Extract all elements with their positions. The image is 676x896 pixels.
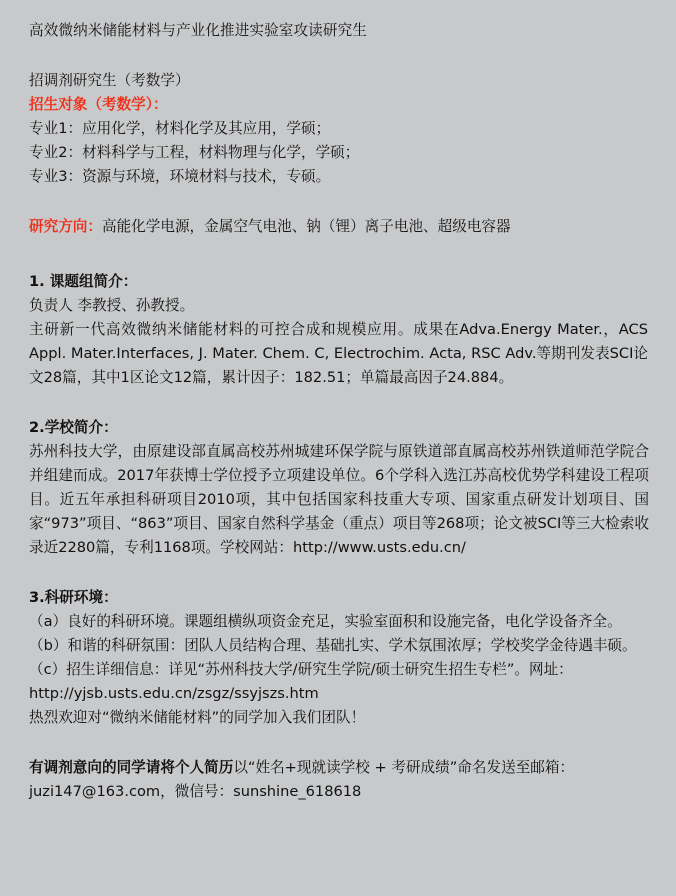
major-3: 专业3：资源与环境，环境材料与技术，专硕。 <box>29 168 331 185</box>
group-description: 主研新一代高效微纳米储能材料的可控合成和规模应用。成果在Adva.Energy Mater.，ACS Appl. Mater.Interfaces, J. Mater. Chem. C, Electrochim. Acta, RSC Adv.等期刊发表SCI论文28篇，其中1区论文12篇，累计因子：182.51；单篇最高因子24.884。 <box>29 321 648 386</box>
school-description: 苏州科技大学，由原建设部直属高校苏州城建环保学院与原铁道部直属高校苏州铁道师范学院合并组建而成。2017年获博士学位授予立项建设单位。6个学科入选江苏高校优势学科建设工程项目。近五年承担科研项目2010项，其中包括国家科技重大专项、国家重点研发计划项目、国家“973”项目、“863”项目、国家自然科学基金（重点）项目等268项；论文被SCI等三大检索收录近2280篇，专利1168项。学校网站：http://www.usts.edu.cn/ <box>29 443 649 556</box>
environment-item-c-prefix: （c）招生详细信息：详见“苏州科技大学/研究生学院/硕士研究生招生专栏”。网址： <box>29 661 573 678</box>
group-heading: 1. 课题组简介： <box>29 273 138 290</box>
direction-label: 研究方向： <box>29 218 102 235</box>
target-label: 招生对象（考数学）： <box>29 96 168 113</box>
major-1: 专业1：应用化学，材料化学及其应用，学硕； <box>29 120 331 137</box>
contact-instruction <box>29 756 648 780</box>
direction-text: 高能化学电源，金属空气电池、钠（锂）离子电池、超级电容器 <box>101 218 511 235</box>
spacer-after-title <box>29 43 648 69</box>
welcome-line: 热烈欢迎对“微纳米储能材料”的同学加入我们团队！ <box>29 709 366 726</box>
contact-normal-text: 以“姓名+现就读学校 + 考研成绩”命名发送至邮箱： <box>233 759 575 776</box>
spacer-before-group <box>29 239 648 270</box>
contact-bold-text: 有调剂意向的同学请将个人简历 <box>29 759 234 776</box>
document-title: 高效微纳米储能材料与产业化推进实验室攻读研究生 <box>29 22 367 39</box>
spacer-before-school <box>29 390 648 416</box>
spacer-before-direction <box>29 189 648 215</box>
environment-item-b: （b）和谐的科研氛围：团队人员结构合理、基础扎实、学术氛围浓厚；学校奖学金待遇丰硕。 <box>29 637 637 654</box>
contact-email-wechat: juzi147@163.com，微信号：sunshine_618618 <box>29 783 362 800</box>
major-2: 专业2：材料科学与工程，材料物理与化学，学硕； <box>29 144 360 161</box>
environment-item-a: （a）良好的科研环境。课题组横纵项资金充足，实验室面积和设施完备，电化学设备齐全。 <box>29 613 622 630</box>
spacer-before-environment <box>29 560 648 586</box>
group-leader: 负责人 李教授、孙教授。 <box>29 297 195 314</box>
research-direction <box>29 215 648 239</box>
spacer-before-contact <box>29 730 648 756</box>
recruit-heading: 招调剂研究生（考数学） <box>29 72 190 89</box>
environment-item-c-url: http://yjsb.usts.edu.cn/zsgz/ssyjszs.htm <box>29 685 319 702</box>
environment-heading: 3.科研环境： <box>29 589 118 606</box>
school-heading: 2.学校简介： <box>29 419 118 436</box>
